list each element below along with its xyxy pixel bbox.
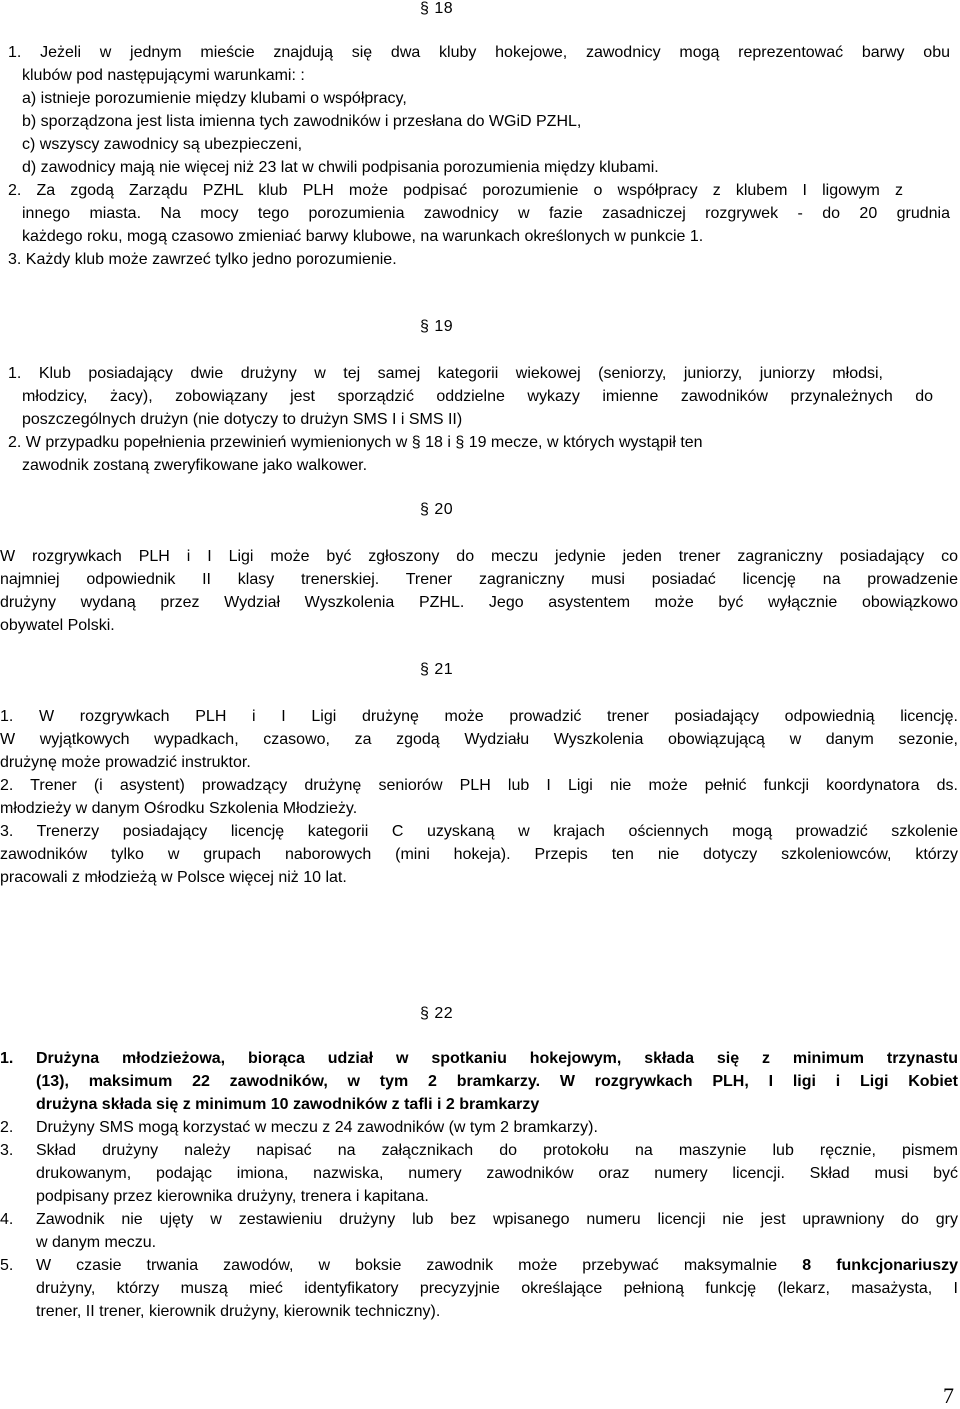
paragraph-line: 2. Trener (i asystent) prowadzący drużynę seniorów PLH lub I Ligi nie może pełnić funkcji koordynatora ds.	[0, 777, 958, 794]
paragraph-line: 3. Każdy klub może zawrzeć tylko jedno porozumienie.	[8, 251, 397, 268]
list-number: 5.	[0, 1257, 14, 1274]
list-item-line: w danym meczu.	[36, 1234, 157, 1251]
paragraph-line: W wyjątkowych wypadkach, czasowo, za zgodą Wydziału Wyszkolenia obowiązującą w danym sezonie,	[0, 731, 958, 748]
list-number: 4.	[0, 1211, 14, 1228]
list-item-line: Skład drużyny należy napisać na załącznikach do protokołu na maszynie lub ręcznie, pismem	[36, 1142, 958, 1159]
paragraph-line: zawodnik zostaną zweryfikowane jako walkower.	[22, 457, 368, 474]
paragraph-line: innego miasta. Na mocy tego porozumienia zawodnicy w fazie zasadniczej rozgrywek - do 20 grudnia	[22, 205, 950, 222]
list-item: a) istnieje porozumienie między klubami o współpracy,	[22, 90, 407, 107]
paragraph-line: W rozgrywkach PLH i I Ligi może być zgłoszony do meczu jedynie jeden trener zagraniczny posiadający co	[0, 548, 958, 565]
paragraph-line: najmniej odpowiednik II klasy trenerskiej. Trener zagraniczny musi posiadać licencję na prowadzenie	[0, 571, 958, 588]
paragraph-line: obywatel Polski.	[0, 617, 115, 634]
section-heading-18: § 18	[420, 0, 454, 17]
list-item-line: Zawodnik nie ujęty w zestawieniu drużyny lub bez wpisanego numeru licencji nie jest uprawniony do gry	[36, 1211, 958, 1228]
paragraph-line: 2. W przypadku popełnienia przewinień wymienionych w § 18 i § 19 mecze, w których wystąpił ten	[8, 434, 703, 451]
list-item-line: drużyny, którzy muszą mieć identyfikatory precyzyjnie określające pełnioną funkcję (lekarz, masażysta, I	[36, 1280, 958, 1297]
list-item-line: drużyna składa się z minimum 10 zawodników z tafli i 2 bramkarzy	[36, 1096, 540, 1113]
list-item-text: W czasie trwania zawodów, w boksie zawodnik może przebywać maksymalnie	[36, 1257, 803, 1274]
list-item-line	[36, 1256, 958, 1276]
list-item-line: (13), maksimum 22 zawodników, w tym 2 bramkarzy. W rozgrywkach PLH, I ligi i Ligi Kobiet	[36, 1073, 958, 1090]
paragraph-line: 1. Klub posiadający dwie drużyny w tej samej kategorii wiekowej (seniorzy, juniorzy, juniorzy młodsi,	[8, 365, 883, 382]
list-number: 3.	[0, 1142, 14, 1159]
list-number: 1.	[0, 1050, 14, 1067]
list-item-line: podpisany przez kierownika drużyny, trenera i kapitana.	[36, 1188, 429, 1205]
list-item-line: drukowanym, podając imiona, nazwiska, numery zawodników oraz numery licencji. Skład musi być	[36, 1165, 958, 1182]
paragraph-line: zawodników tylko w grupach naborowych (mini hokeja). Przepis ten nie dotyczy szkoleniowców, którzy	[0, 846, 958, 863]
list-number: 2.	[0, 1119, 14, 1136]
paragraph-line: młodzicy, żacy), zobowiązany jest sporządzić oddzielne wykazy imienne zawodników przynależnych do	[22, 388, 933, 405]
paragraph-line: każdego roku, mogą czasowo zmieniać barwy klubowe, na warunkach określonych w punkcie 1.	[22, 228, 704, 245]
list-item: c) wszyscy zawodnicy są ubezpieczeni,	[22, 136, 303, 153]
section-heading-22: § 22	[420, 1005, 454, 1022]
paragraph-line: młodzieży w danym Ośrodku Szkolenia Młodzieży.	[0, 800, 358, 817]
paragraph-line: klubów pod następującymi warunkami: :	[22, 67, 305, 84]
paragraph-line: poszczególnych drużyn (nie dotyczy to drużyn SMS I i SMS II)	[22, 411, 463, 428]
bold-fragment: 8 funkcjonariuszy	[802, 1257, 959, 1274]
paragraph-line: 3. Trenerzy posiadający licencję kategorii C uzyskaną w krajach ościennych mogą prowadzić szkolenie	[0, 823, 958, 840]
list-item: d) zawodnicy mają nie więcej niż 23 lat w chwili podpisania porozumienia między klubami.	[22, 159, 659, 176]
section-heading-20: § 20	[420, 501, 454, 518]
paragraph-line: 1. Jeżeli w jednym mieście znajdują się dwa kluby hokejowe, zawodnicy mogą reprezentować barwy obu	[8, 44, 950, 61]
list-item-line: trener, II trener, kierownik drużyny, kierownik techniczny).	[36, 1303, 441, 1320]
list-item-line: Drużyna młodzieżowa, biorąca udział w spotkaniu hokejowym, składa się z minimum trzynastu	[36, 1050, 958, 1067]
section-heading-21: § 21	[420, 661, 454, 678]
paragraph-line: pracowali z młodzieżą w Polsce więcej niż 10 lat.	[0, 869, 347, 886]
list-item-line: Drużyny SMS mogą korzystać w meczu z 24 zawodników (w tym 2 bramkarzy).	[36, 1119, 598, 1136]
list-item: b) sporządzona jest lista imienna tych zawodników i przesłana do WGiD PZHL,	[22, 113, 582, 130]
paragraph-line: 1. W rozgrywkach PLH i I Ligi drużynę może prowadzić trener posiadający odpowiednią licencję.	[0, 708, 958, 725]
section-heading-19: § 19	[420, 318, 454, 335]
paragraph-line: drużynę może prowadzić instruktor.	[0, 754, 251, 771]
paragraph-line: drużyny wydaną przez Wydział Wyszkolenia PZHL. Jego asystentem może być wyłącznie obowiązkowo	[0, 594, 958, 611]
paragraph-line: 2. Za zgodą Zarządu PZHL klub PLH może podpisać porozumienie o współpracy z klubem I ligowym z	[8, 182, 903, 199]
page-number: 7	[943, 1383, 954, 1408]
